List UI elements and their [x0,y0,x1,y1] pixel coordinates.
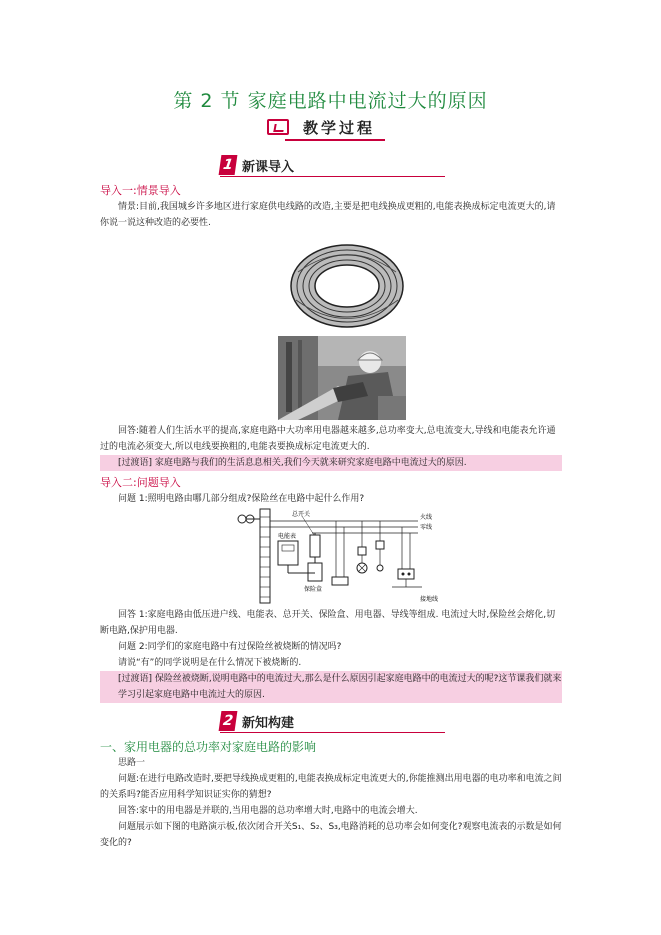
section-number-2: 2 [219,711,238,731]
part1-heading: 一、家用电器的总功率对家庭电路的影响 [100,740,317,754]
page-title: 第 2 节 家庭电路中电流过大的原因 [173,90,488,112]
part1-demo-question: 问题展示如下图的电路演示板,依次闭合开关S₁、S₂、S₃,电路消耗的总功率会如何变化?观察电流表的示数是如何变化的? [100,822,562,848]
intro2-answer-1: 回答 1:家庭电路由低压进户线、电能表、总开关、保险盒、用电器、导线等组成. 电流过大时,保险丝会熔化,切断电路,保护用电器. [100,610,556,636]
section-number-1: 1 [219,155,238,175]
intro1-answer: 回答:随着人们生活水平的提高,家庭电路中大功率用电器越来越多,总功率变大,总电流变大,导线和电能表允许通过的电流必须变大,所以电线要换粗的,电能表要换成标定电流更大的. [100,426,556,452]
label-neutral-wire: 零线 [420,524,433,531]
household-circuit-diagram [232,507,450,605]
banner-label: 教学过程 [303,119,376,137]
intro1-paragraph: 情景:目前,我国城乡许多地区进行家庭供电线路的改造,主要是把电线换成更粗的,电能表换成标定电流更大的,请你说一说这种改造的必要性. [100,202,556,228]
wire-coil-image [288,242,406,330]
monitor-icon [267,119,289,135]
intro1-transition: [过渡语] 家庭电路与我们的生活息息相关,我们今天就来研究家庭电路中电流过大的原因. [100,455,562,471]
intro1-heading: 导入一:情景导入 [100,184,181,197]
section-title-2: 新知构建 [242,716,295,731]
part1-question: 问题:在进行电路改造时,要把导线换成更粗的,电能表换成标定电流更大的,你能推测出用电器的电功率和电流之间的关系吗?能否应用科学知识证实你的猜想? [100,774,562,800]
part1-answer: 回答:家中的用电器是并联的,当用电器的总功率增大时,电路中的电流会增大. [118,806,418,816]
label-main-switch: 总开关 [292,511,311,518]
section-underline-1 [220,176,445,177]
banner-underline [285,139,385,141]
section-header-1 [220,155,445,177]
label-fuse-box: 保险盒 [304,586,323,593]
intro2-question-1: 问题 1:照明电路由哪几部分组成?保险丝在电路中起什么作用? [118,494,365,504]
worker-photo [278,336,406,420]
teaching-process-banner [267,117,385,139]
intro2-transition: [过渡语] 保险丝被烧断,说明电路中的电流过大,那么是什么原因引起家庭电路中的电流过大的呢?这节课我们就来学习引起家庭电路中电流过大的原因. [100,671,562,703]
part1-idea: 思路一 [118,758,146,768]
intro2-question-2: 问题 2:同学们的家庭电路中有过保险丝被烧断的情况吗? [118,642,342,652]
section-underline-2 [220,732,445,733]
label-meter: 电能表 [278,533,297,540]
section-title-1: 新课导入 [242,160,295,175]
intro2-question-2b: 请说“有”的同学说明是在什么情况下被烧断的. [118,658,302,668]
label-fire-wire: 火线 [420,514,433,521]
intro2-heading: 导入二:问题导入 [100,476,181,489]
label-ground-wire: 接地线 [420,596,439,603]
section-header-2 [220,711,445,733]
